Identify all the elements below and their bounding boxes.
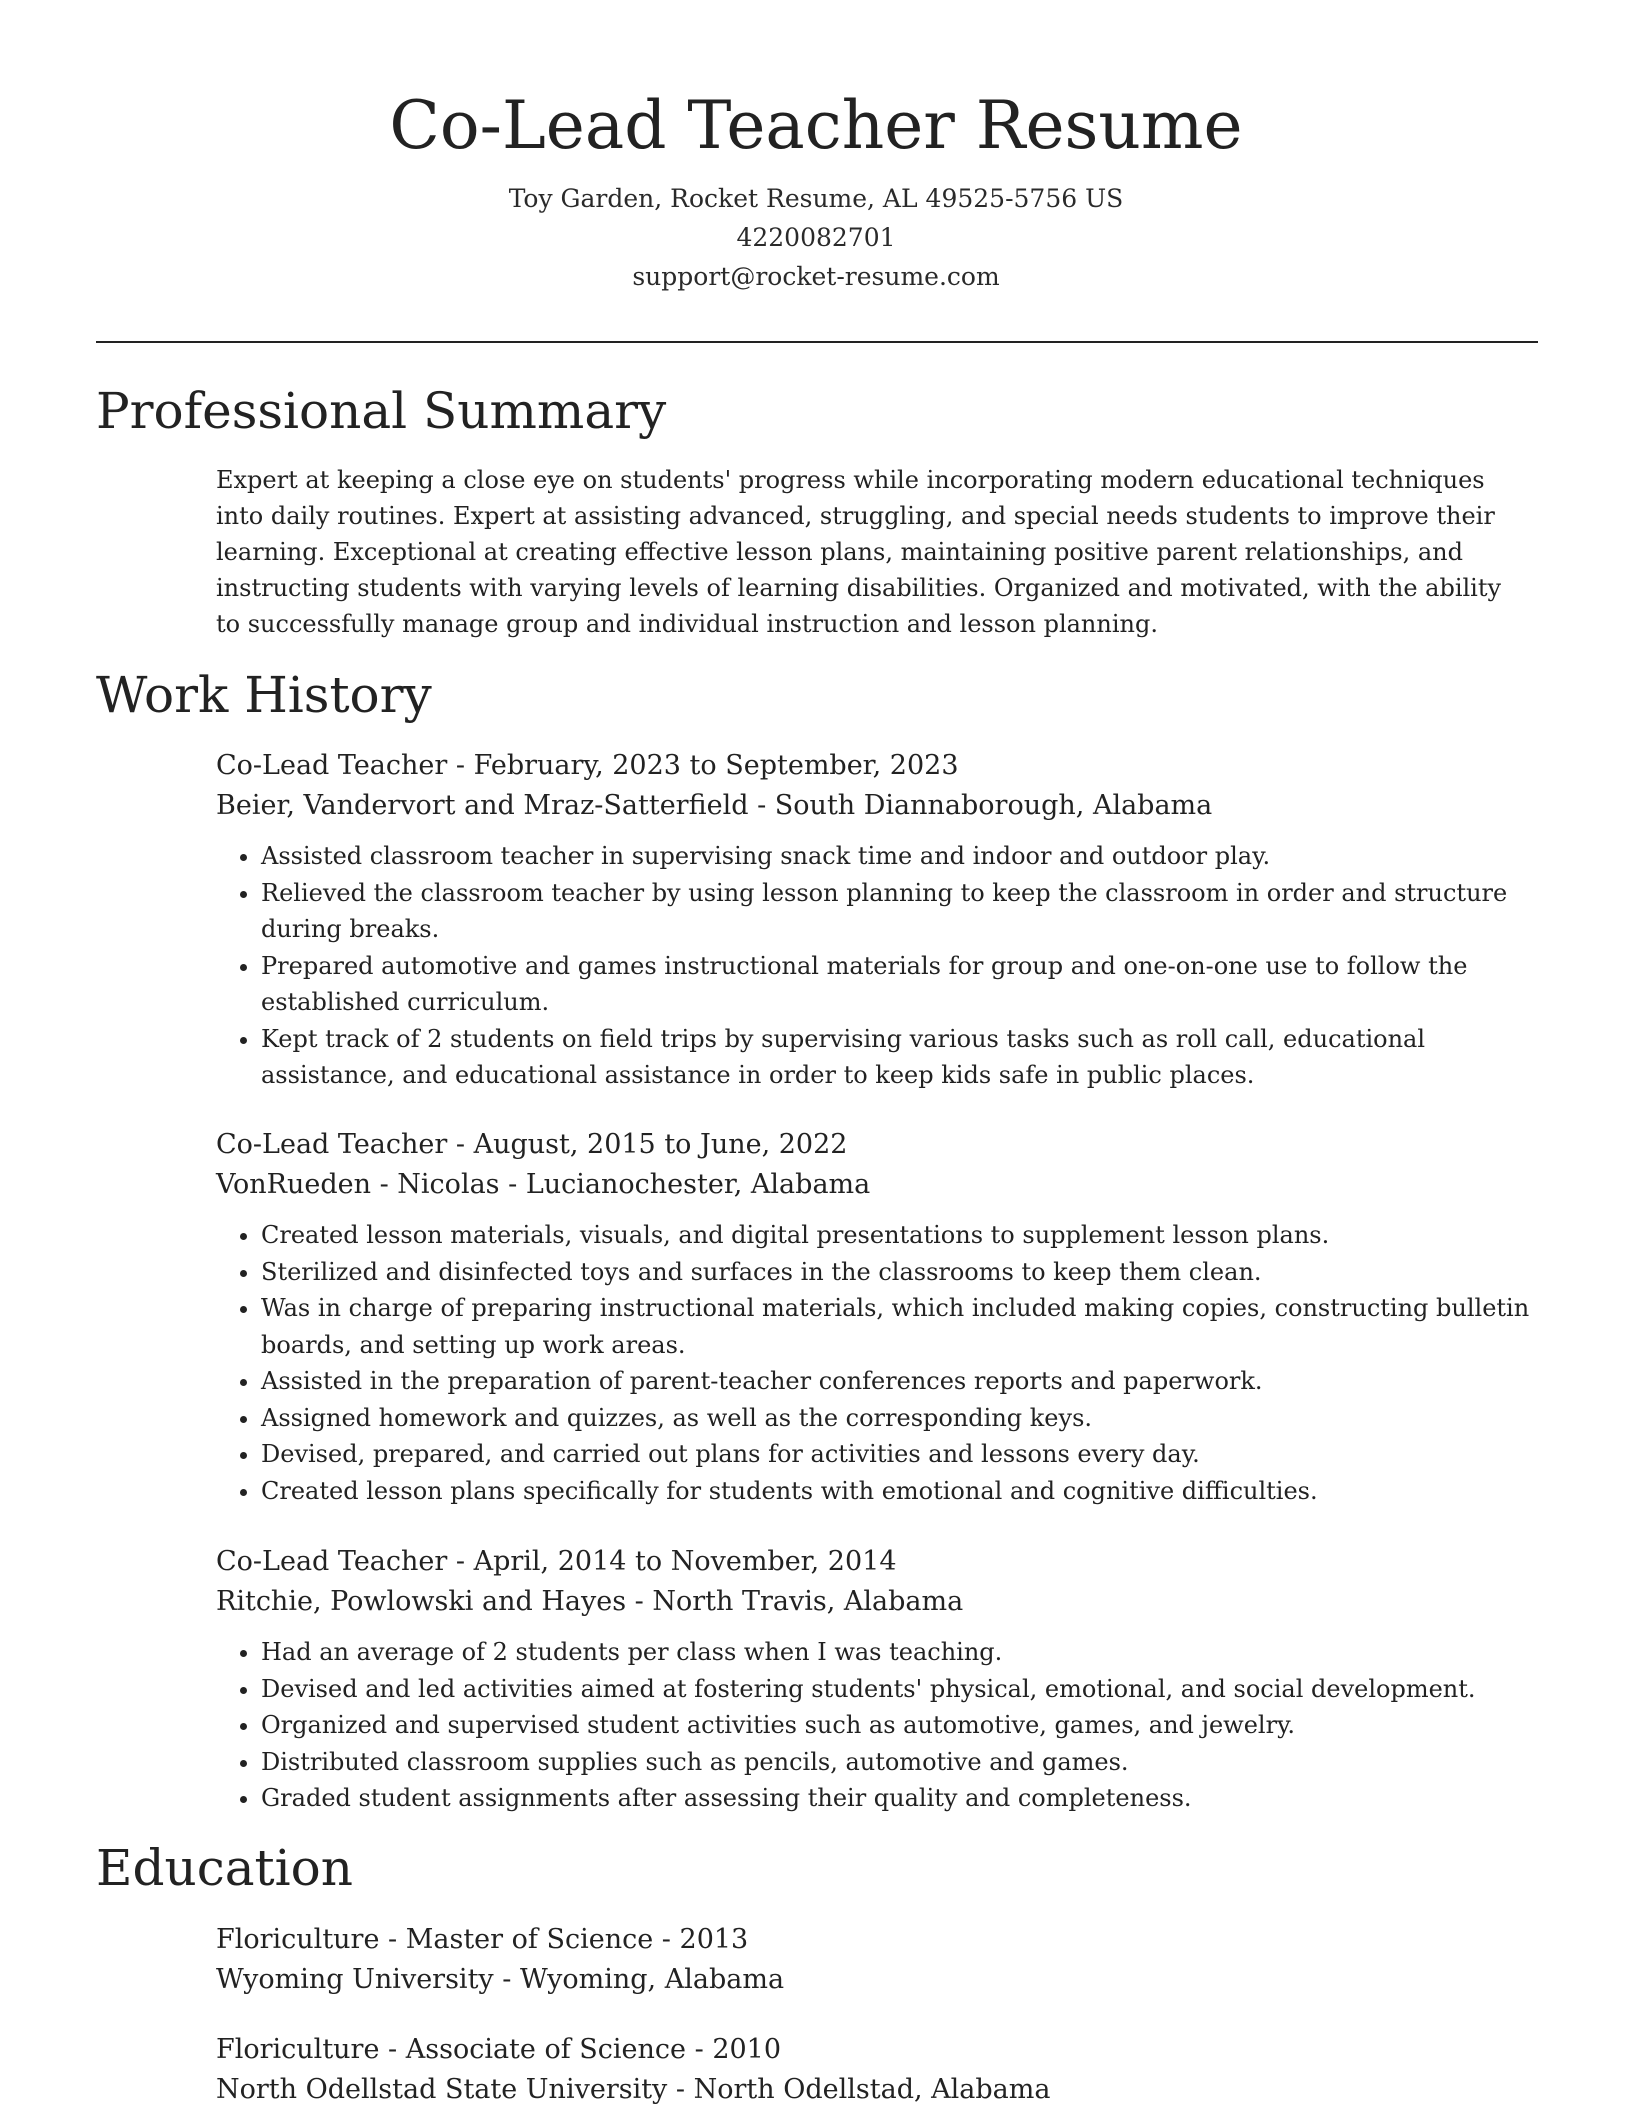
job-title: Co-Lead Teacher xyxy=(216,750,448,781)
job-bullets xyxy=(216,1217,1536,1509)
list-item: • Sterilized and disinfected toys and surfaces in the classrooms to keep them clean. xyxy=(261,1254,1536,1291)
separator: - xyxy=(447,750,474,781)
job-dates: February, 2023 to September, 2023 xyxy=(473,750,959,781)
job-company-line xyxy=(216,786,1536,826)
list-item: • Devised and led activities aimed at fostering students' physical, emotional, and social development. xyxy=(261,1671,1536,1708)
school-location: North Odellstad, Alabama xyxy=(693,2074,1051,2105)
list-item: • Relieved the classroom teacher by using lesson planning to keep the classroom in order and structure during breaks. xyxy=(261,875,1536,948)
degree-line xyxy=(216,2030,1536,2070)
list-item: • Kept track of 2 students on field trips by supervising various tasks such as roll call, educational assistance, and educational assistance in order to keep kids safe in public places. xyxy=(261,1021,1536,1094)
list-item: • Assisted in the preparation of parent-teacher conferences reports and paperwork. xyxy=(261,1363,1536,1400)
separator: - xyxy=(379,1924,406,1955)
job-title: Co-Lead Teacher xyxy=(216,1129,448,1160)
address-text: Toy Garden, Rocket Resume, AL 49525-5756 US xyxy=(508,184,1124,214)
job-title-line xyxy=(216,746,1536,786)
separator: - xyxy=(499,1169,526,1200)
separator: - xyxy=(653,1924,680,1955)
list-item: • Assisted classroom teacher in supervising snack time and indoor and outdoor play. xyxy=(261,838,1536,875)
separator: - xyxy=(686,2034,713,2065)
list-item: • Prepared automotive and games instructional materials for group and one-on-one use to follow the established curriculum. xyxy=(261,948,1536,1021)
job-title: Co-Lead Teacher xyxy=(216,1546,448,1577)
job-entry xyxy=(216,1125,1536,1509)
job-title-line xyxy=(216,1125,1536,1165)
header-divider xyxy=(96,341,1538,343)
degree-line xyxy=(216,1920,1536,1960)
job-dates: August, 2015 to June, 2022 xyxy=(473,1129,848,1160)
separator: - xyxy=(748,790,775,821)
degree-name: Master of Science xyxy=(405,1924,654,1955)
school-line xyxy=(216,2070,1536,2110)
separator: - xyxy=(447,1546,474,1577)
list-item: • Was in charge of preparing instructional materials, which included making copies, constructing bulletin boards, and setting up work areas. xyxy=(261,1290,1536,1363)
school-line xyxy=(216,1960,1536,2000)
contact-info xyxy=(0,179,1632,296)
separator: - xyxy=(447,1129,474,1160)
job-company: Ritchie, Powlowski and Hayes xyxy=(216,1586,627,1617)
separator: - xyxy=(626,1586,653,1617)
section-heading-summary: Professional Summary xyxy=(96,382,667,440)
job-entry xyxy=(216,746,1536,1094)
job-entry xyxy=(216,1542,1536,1817)
page-title: Co-Lead Teacher Resume xyxy=(389,87,1243,164)
degree-name: Associate of Science xyxy=(405,2034,687,2065)
job-dates: April, 2014 to November, 2014 xyxy=(473,1546,897,1577)
job-company: VonRueden - Nicolas xyxy=(216,1169,500,1200)
degree-year: 2013 xyxy=(679,1924,749,1955)
job-bullets xyxy=(216,1634,1536,1817)
degree-field: Floriculture xyxy=(216,2034,380,2065)
degree-year: 2010 xyxy=(712,2034,782,2065)
job-company: Beier, Vandervort and Mraz-Satterfield xyxy=(216,790,749,821)
list-item: • Distributed classroom supplies such as pencils, automotive and games. xyxy=(261,1744,1536,1781)
list-item: • Organized and supervised student activities such as automotive, games, and jewelry. xyxy=(261,1707,1536,1744)
phone-text: 4220082701 xyxy=(736,223,896,253)
job-location: North Travis, Alabama xyxy=(652,1586,964,1617)
separator: - xyxy=(379,2034,406,2065)
degree-field: Floriculture xyxy=(216,1924,380,1955)
education-entry xyxy=(216,2030,1536,2110)
email-text: support@rocket-resume.com xyxy=(632,262,1000,292)
summary-text: Expert at keeping a close eye on students' progress while incorporating modern educational techniques into daily routines. Expert at assisting advanced, struggling, and special needs students to improve their learning. Exceptional at creating effective lesson plans, maintaining positive parent relationships, and instructing students with varying levels of learning disabilities. Organized and motivated, with the ability to successfully manage group and individual instruction and lesson planning. xyxy=(216,466,1502,638)
school-name: North Odellstad State University xyxy=(216,2074,668,2105)
list-item: • Had an average of 2 students per class when I was teaching. xyxy=(261,1634,1536,1671)
education-entry xyxy=(216,1920,1536,2000)
list-item: • Graded student assignments after assessing their quality and completeness. xyxy=(261,1780,1536,1817)
job-company-line xyxy=(216,1582,1536,1622)
list-item: • Created lesson plans specifically for students with emotional and cognitive difficulties. xyxy=(261,1473,1536,1510)
school-location: Wyoming, Alabama xyxy=(519,1964,785,1995)
list-item: • Devised, prepared, and carried out plans for activities and lessons every day. xyxy=(261,1436,1536,1473)
job-location: South Diannaborough, Alabama xyxy=(774,790,1213,821)
list-item: • Assigned homework and quizzes, as well as the corresponding keys. xyxy=(261,1400,1536,1437)
resume-header xyxy=(0,0,1632,296)
job-bullets xyxy=(216,838,1536,1094)
section-heading-work-history: Work History xyxy=(96,666,432,724)
school-name: Wyoming University xyxy=(216,1964,494,1995)
job-location: Lucianochester, Alabama xyxy=(525,1169,871,1200)
section-heading-education: Education xyxy=(96,1839,353,1897)
job-company-line xyxy=(216,1165,1536,1205)
separator: - xyxy=(667,2074,694,2105)
list-item: • Created lesson materials, visuals, and digital presentations to supplement lesson plans. xyxy=(261,1217,1536,1254)
job-title-line xyxy=(216,1542,1536,1582)
separator: - xyxy=(493,1964,520,1995)
